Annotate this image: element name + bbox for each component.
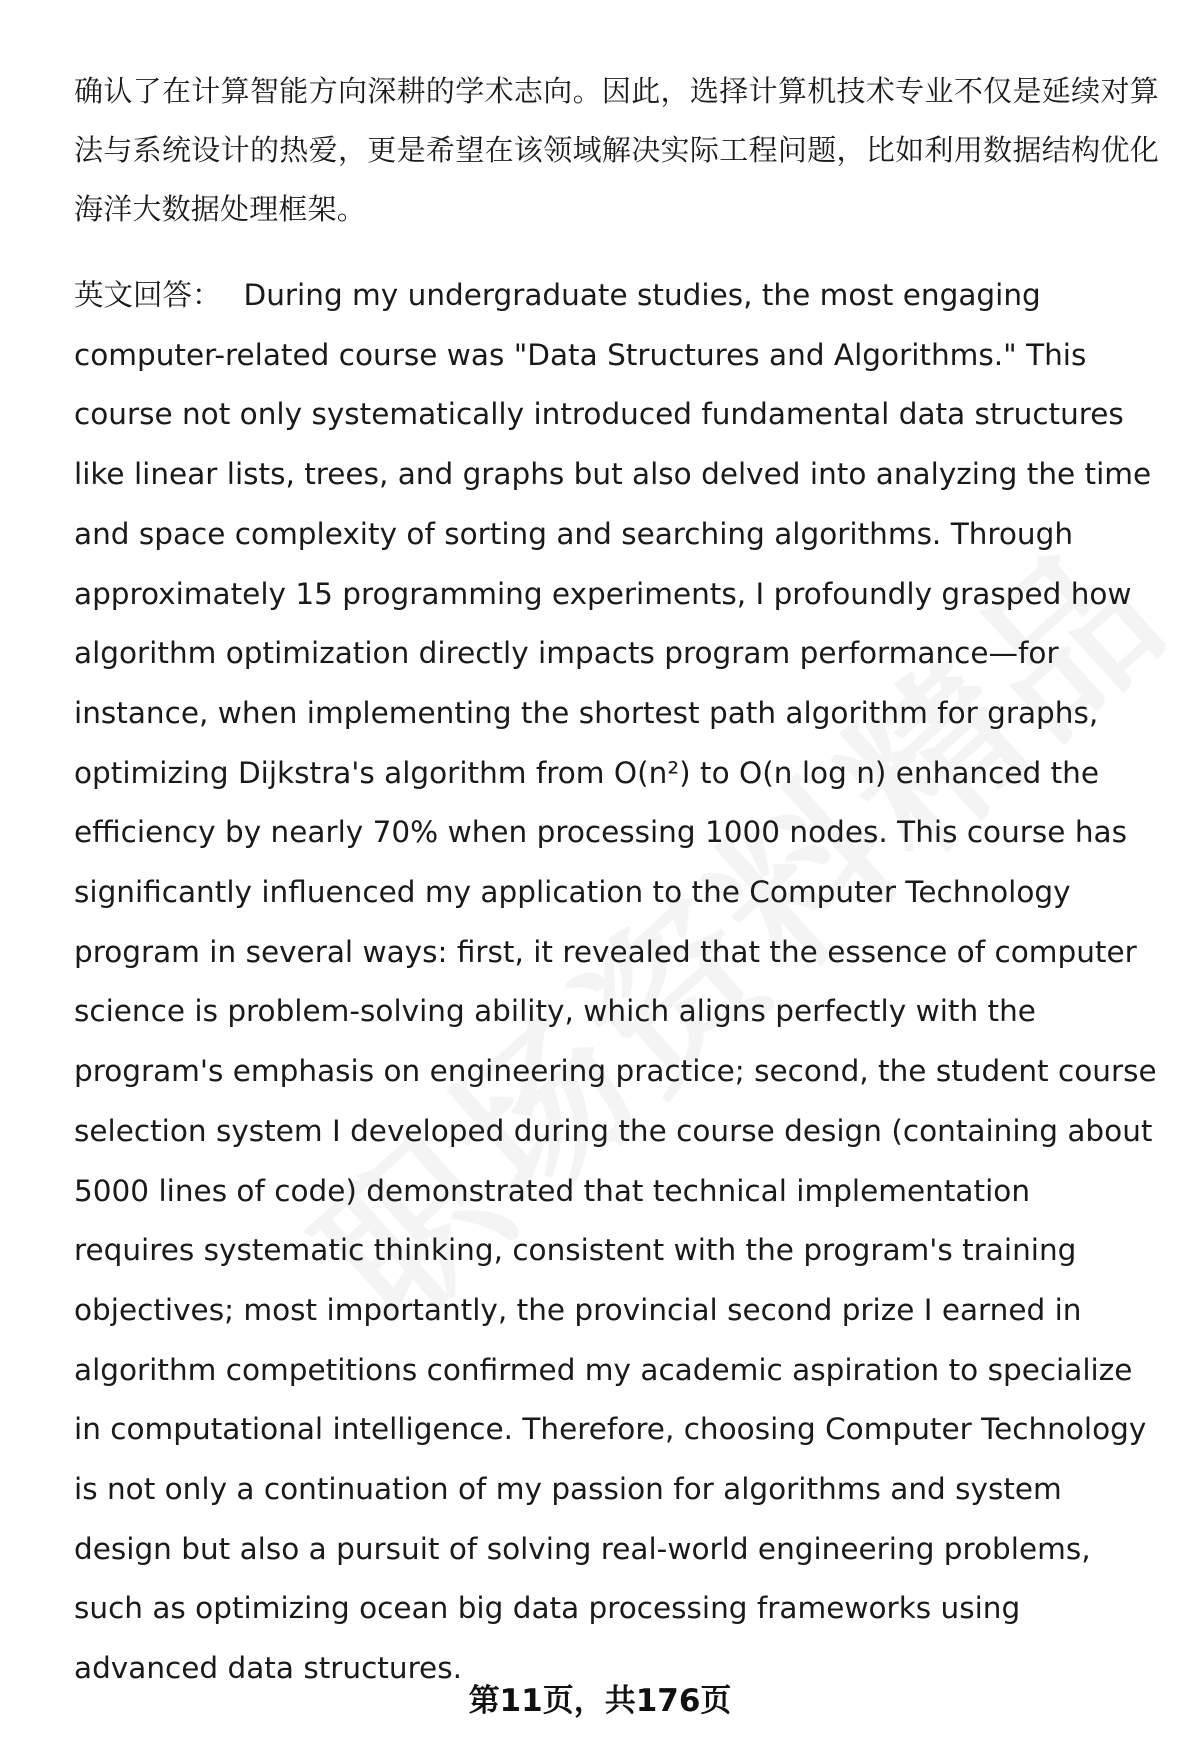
english-answer-label: 英文回答： (74, 278, 222, 312)
english-answer-paragraph (74, 266, 1159, 1699)
page-number: 第11页，共176页 (468, 1683, 732, 1719)
chinese-paragraph: 确认了在计算智能方向深耕的学术志向。因此，选择计算机技术专业不仅是延续对算法与系统设计的热爱，更是希望在该领域解决实际工程问题，比如利用数据结构优化海洋大数据处理框架。 (74, 74, 1159, 226)
document-body (74, 62, 1159, 1699)
english-answer-text: During my undergraduate studies, the most engaging computer-related course was "Data Structures and Algorithms." This course not only systematically introduced fundamental data structures like linear lists, trees, and graphs but also delved into analyzing the time and space complexity of sorting and searching algorithms. Through approximately 15 programming experiments, I profoundly grasped how algorithm optimization directly impacts program performance—for instance, when implementing the shortest path algorithm for graphs, optimizing Dijkstra's algorithm from O(n²) to O(n log n) enhanced the efficiency by nearly 70% when processing 1000 nodes. This course has significantly influenced my application to the Computer Technology program in several ways: first, it revealed that the essence of computer science is problem-solving ability, which aligns perfectly with the program's emphasis on engineering practice; second, the student course selection system I developed during the course design (containing about 5000 lines of code) demonstrated that technical implementation requires systematic thinking, consistent with the program's training objectives; most importantly, the provincial second prize I earned in algorithm competitions confirmed my academic aspiration to specialize in computational intelligence. Therefore, choosing Computer Technology is not only a continuation of my passion for algorithms and system design but also a pursuit of solving real-world engineering problems, such as optimizing ocean big data processing frameworks using advanced data structures. (74, 278, 1157, 1686)
